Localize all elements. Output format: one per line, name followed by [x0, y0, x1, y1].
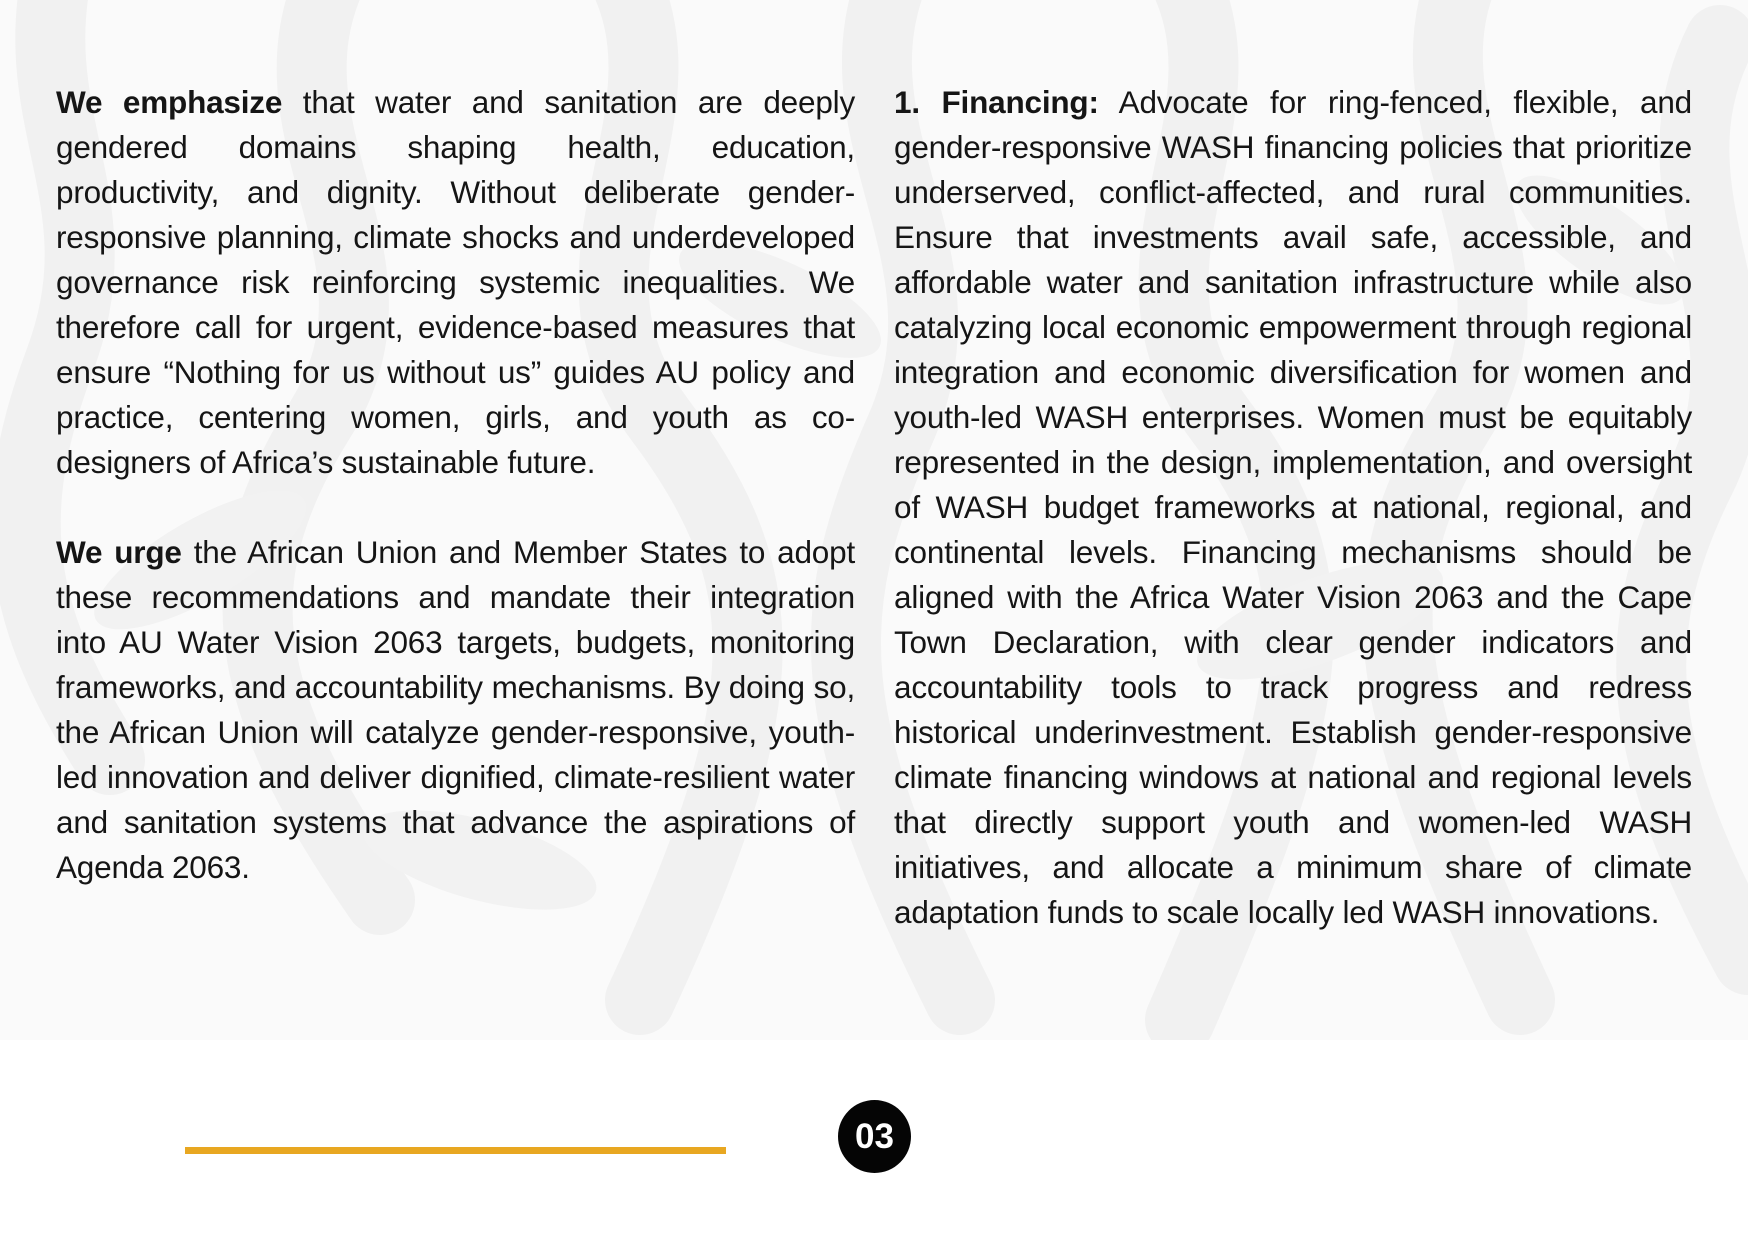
recommendation-body: Advocate for ring-fenced, flexible, and gender-responsive WASH financing policies that prioritize underserved, conflict-affected, and rural communities. Ensure that investments avail safe, accessible, and affordable water and sanitation infrastructure while also catalyzing local economic empowerment through regional integration and economic diversification for women and youth-led WASH enterprises. Women must be equitably represented in the design, implementation, and oversight of WASH budget frameworks at national, regional, and continental levels. Financing mechanisms should be aligned with the Africa Water Vision 2063 and the Cape Town Declaration, with clear gender indicators and accountability tools to track progress and redress historical underinvestment. Establish gender-responsive climate financing windows at national and regional levels that directly support youth and women-led WASH initiatives, and allocate a minimum share of climate adaptation funds to scale locally led WASH innovations.	[894, 84, 1692, 930]
recommendation-financing	[894, 80, 1692, 935]
paragraph-lead: We emphasize	[56, 84, 283, 120]
paragraph-body: the African Union and Member States to adopt these recommendations and mandate their integration into AU Water Vision 2063 targets, budgets, monitoring frameworks, and accountability mechanisms. By doing so, the African Union will catalyze gender-responsive, youth-led innovation and deliver dignified, climate-resilient water and sanitation systems that advance the aspirations of Agenda 2063.	[56, 534, 855, 885]
paragraph-we-emphasize	[56, 80, 855, 485]
recommendation-heading: 1. Financing:	[894, 84, 1099, 120]
right-column	[894, 80, 1692, 980]
paragraph-lead: We urge	[56, 534, 182, 570]
paragraph-body: that water and sanitation are deeply gendered domains shaping health, education, productivity, and dignity. Without deliberate gender-responsive planning, climate shocks and underdeveloped governance risk reinforcing systemic inequalities. We therefore call for urgent, evidence-based measures that ensure “Nothing for us without us” guides AU policy and practice, centering women, girls, and youth as co-designers of Africa’s sustainable future.	[56, 84, 855, 480]
left-column	[56, 80, 855, 935]
footer-accent-line	[185, 1147, 726, 1154]
paragraph-we-urge	[56, 530, 855, 890]
page-number-badge: 03	[838, 1100, 911, 1173]
